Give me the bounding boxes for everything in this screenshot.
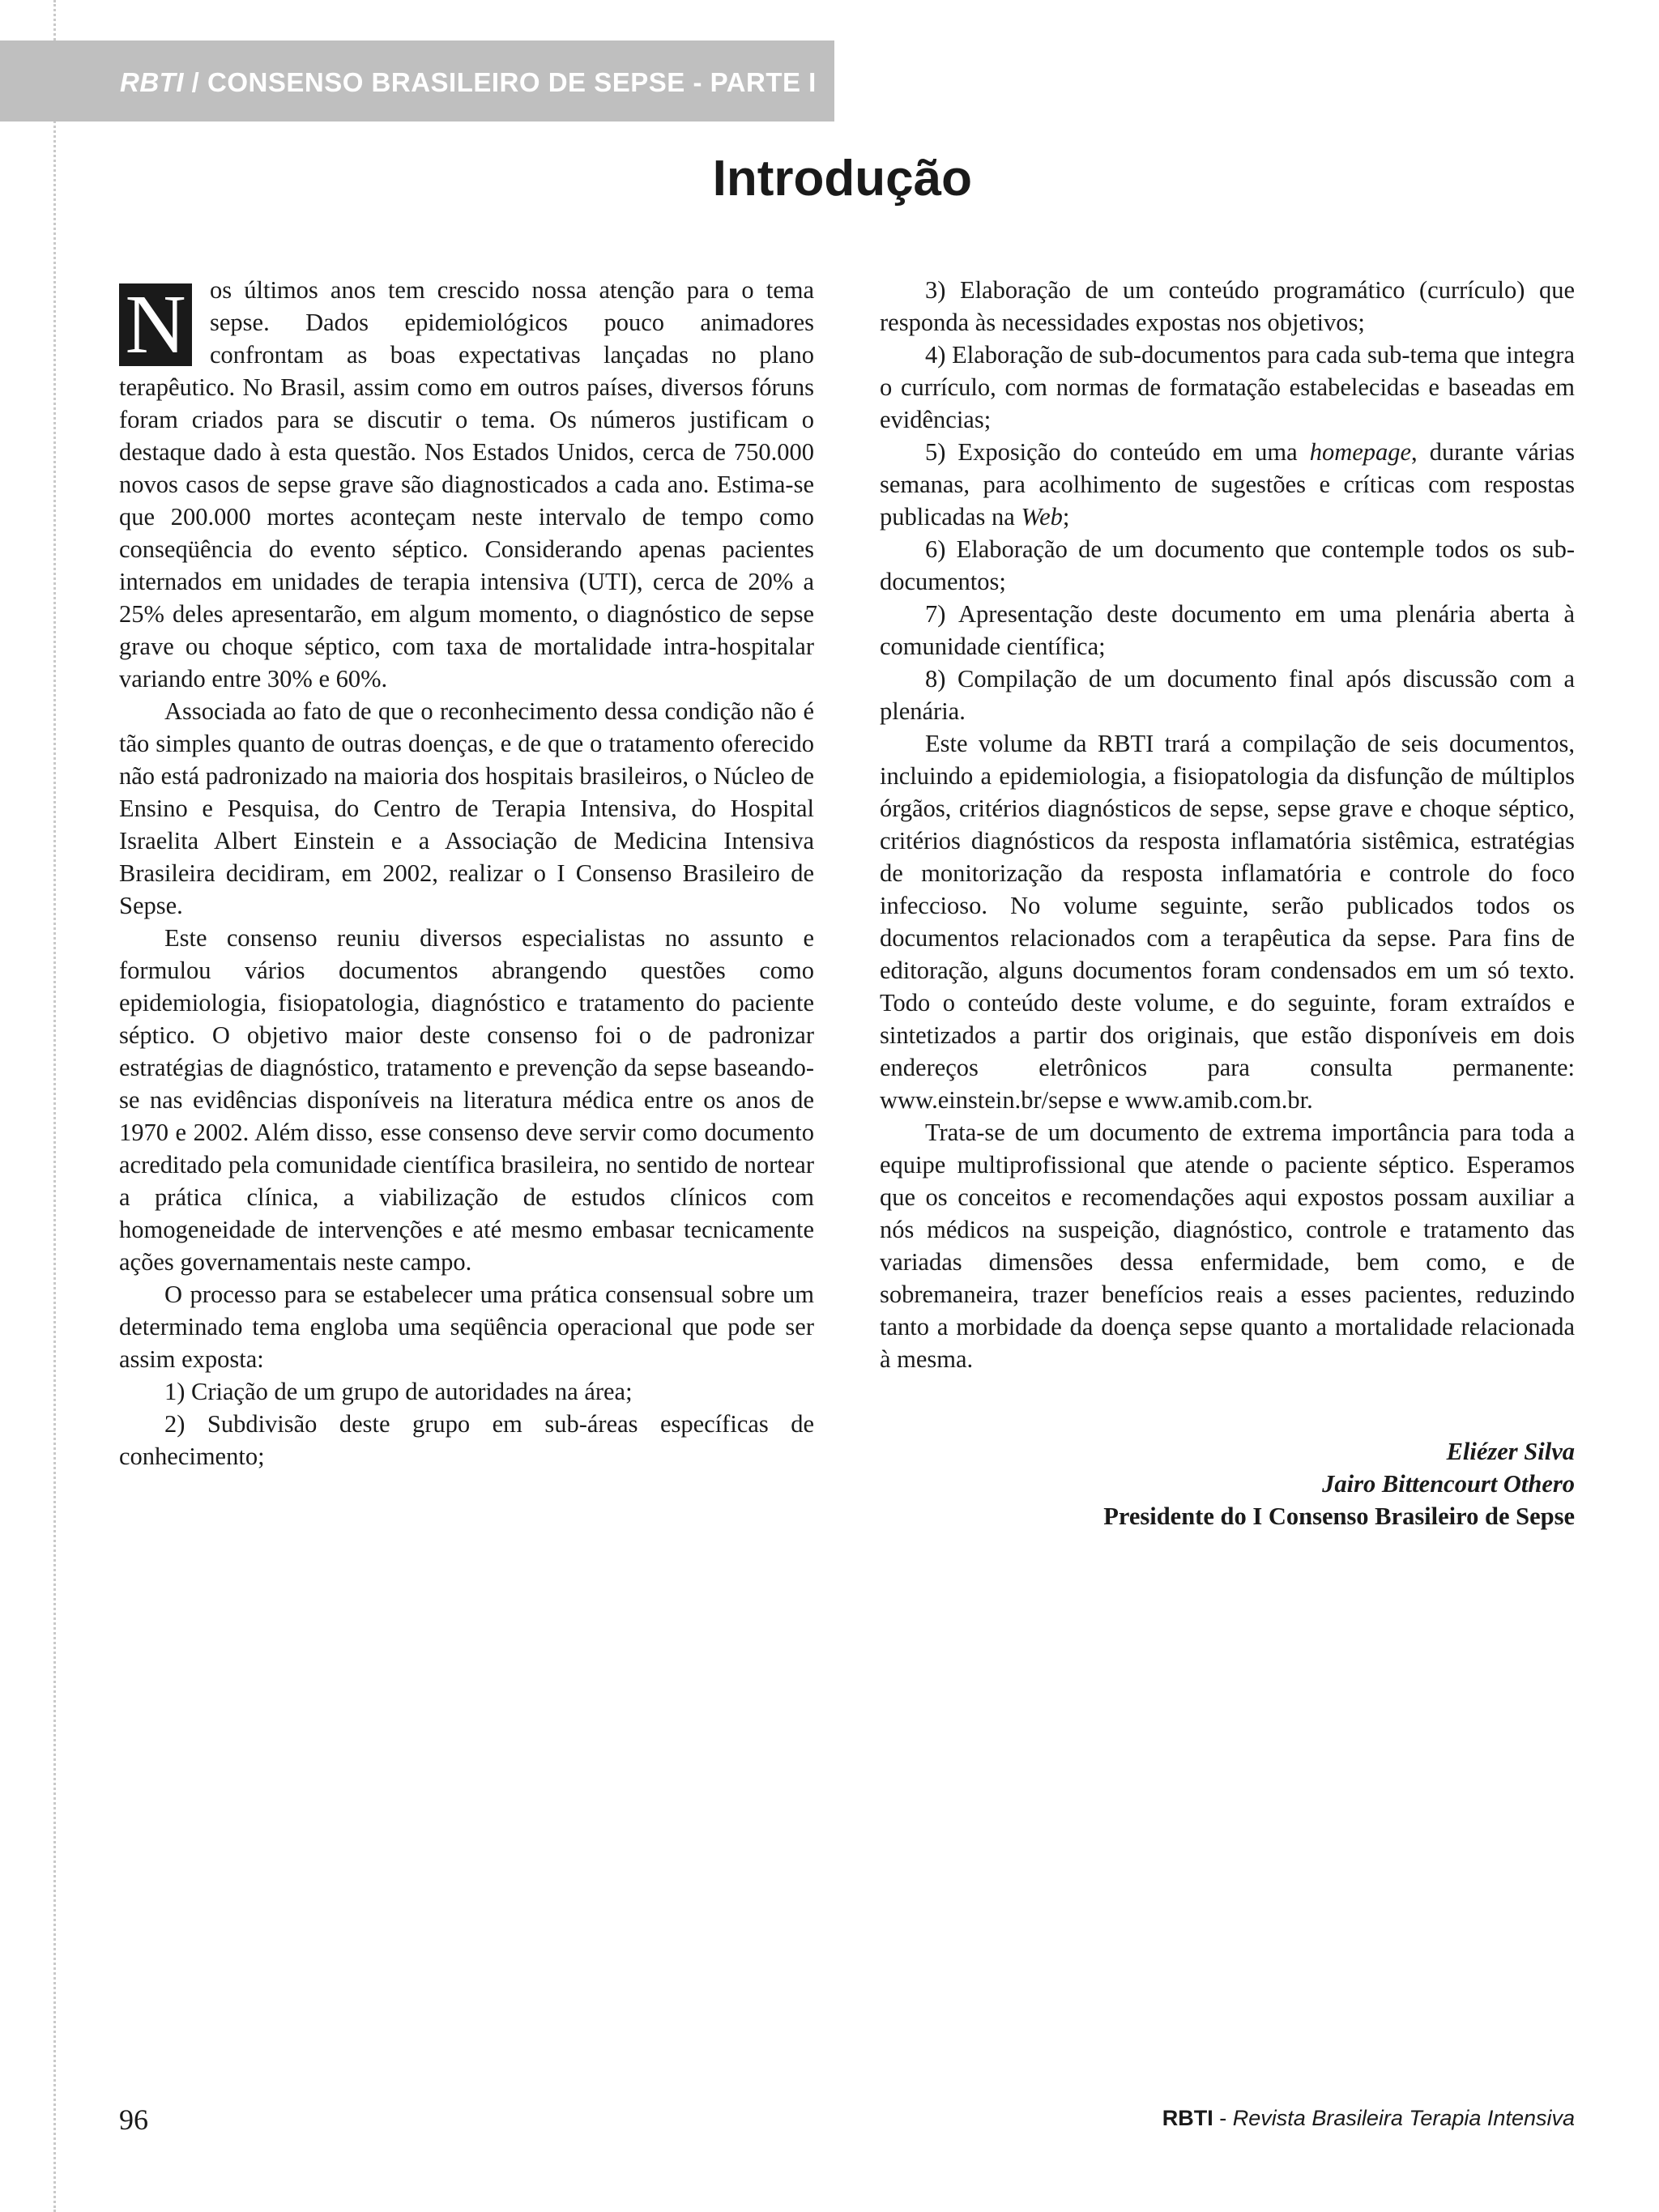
list-item-5-part-c: ; xyxy=(1062,503,1070,531)
list-item-5 xyxy=(880,436,1575,533)
running-header xyxy=(120,58,817,107)
list-item-5-homepage: homepage xyxy=(1309,438,1412,466)
list-item-4: 4) Elaboração de sub-documentos para cada sub-tema que integra o currículo, com normas de formatação estabelecidas e baseadas em evidências; xyxy=(880,341,1575,433)
list-item-2: 2) Subdivisão deste grupo em sub-áreas específicas de conhecimento; xyxy=(119,1410,814,1470)
footer-journal-name: Revista Brasileira Terapia Intensiva xyxy=(1232,2106,1575,2130)
footer-separator: - xyxy=(1213,2106,1233,2130)
paragraph-3: Este consenso reuniu diversos especialistas no assunto e formulou vários documentos abrangendo questões como epidemiologia, fisiopatologia, diagnóstico e tratamento do paciente séptico. O objetivo maior deste consenso foi o de padronizar estratégias de diagnóstico, tratamento e prevenção da sepse baseando-se nas evidências disponíveis na literatura médica entre os anos de 1970 e 2002. Além disso, esse consenso deve servir como documento acreditado pela comunidade científica brasileira, no sentido de nortear a prática clínica, a viabilização de estudos clínicos com homogeneidade de intervenções e até mesmo embasar tecnicamente ações governamentais neste campo. xyxy=(119,924,814,1276)
list-item-5-web: Web xyxy=(1021,503,1063,531)
author-2: Jairo Bittencourt Othero xyxy=(1322,1470,1575,1498)
page-number: 96 xyxy=(119,2103,148,2136)
right-column xyxy=(880,274,1575,1375)
signature-block xyxy=(880,1435,1575,1532)
left-column xyxy=(119,274,814,1473)
header-section-title: / CONSENSO BRASILEIRO DE SEPSE - PARTE I xyxy=(191,67,817,97)
footer-journal xyxy=(1162,2106,1575,2131)
paragraph-4: O processo para se estabelecer uma prática consensual sobre um determinado tema engloba uma seqüência operacional que pode ser assim exposta: xyxy=(119,1281,814,1373)
author-1: Eliézer Silva xyxy=(1446,1438,1575,1465)
article-title: Introdução xyxy=(712,151,972,207)
paragraph-5: Este volume da RBTI trará a compilação de seis documentos, incluindo a epidemiologia, a fisiopatologia da disfunção de múltiplos órgãos, critérios diagnósticos de sepse, sepse grave e choque séptico, critérios diagnósticos da resposta inflamatória sistêmica, estratégias de monitorização da resposta inflamatória e controle do foco infeccioso. No volume seguinte, serão publicados todos os documentos relacionados com a terapêutica da sepse. Para fins de editoração, alguns documentos foram condensados em um só texto. Todo o conteúdo deste volume, e do seguinte, foram extraídos e sintetizados a partir dos originais, que estão disponíveis em dois endereços eletrônicos para consulta permanente: www.einstein.br/sepse e www.amib.com.br. xyxy=(880,730,1575,1114)
author-role: Presidente do I Consenso Brasileiro de Sepse xyxy=(1103,1502,1575,1530)
list-item-5-part-a: 5) Exposição do conteúdo em uma xyxy=(925,438,1310,466)
intro-paragraph-text: os últimos anos tem crescido nossa atenção para o tema sepse. Dados epidemiológicos pouco animadores confrontam as boas expectativas lançadas no plano terapêutico. No Brasil, assim como em outros países, diversos fóruns foram criados para se discutir o tema. Os números justificam o destaque dado à esta questão. Nos Estados Unidos, cerca de 750.000 novos casos de sepse grave são diagnosticados a cada ano. Estima-se que 200.000 mortes aconteçam neste intervalo de tempo como conseqüência do evento séptico. Considerando apenas pacientes internados em unidades de terapia intensiva (UTI), cerca de 20% a 25% deles apresentarão, em algum momento, o diagnóstico de sepse grave ou choque séptico, com taxa de mortalidade intra-hospitalar variando entre 30% e 60%. xyxy=(119,276,814,693)
list-item-8: 8) Compilação de um documento final após discussão com a plenária. xyxy=(880,665,1575,725)
footer-journal-abbr: RBTI xyxy=(1162,2106,1213,2130)
list-item-6: 6) Elaboração de um documento que contemple todos os sub-documentos; xyxy=(880,535,1575,595)
paragraph-2: Associada ao fato de que o reconhecimento dessa condição não é tão simples quanto de outras doenças, e de que o tratamento oferecido não está padronizado na maioria dos hospitais brasileiros, o Núcleo de Ensino e Pesquisa, do Centro de Terapia Intensiva, do Hospital Israelita Albert Einstein e a Associação de Medicina Intensiva Brasileira decidiram, em 2002, realizar o I Consenso Brasileiro de Sepse. xyxy=(119,697,814,919)
paragraph-6: Trata-se de um documento de extrema importância para toda a equipe multiprofissional que atende o paciente séptico. Esperamos que os conceitos e recomendações aqui expostos possam auxiliar a nós médicos na suspeição, diagnóstico, controle e tratamento das variadas dimensões dessa enfermidade, bem como, e de sobremaneira, trazer benefícios reais a esses pacientes, reduzindo tanto a morbidade da doença sepse quanto a mortalidade relacionada à mesma. xyxy=(880,1119,1575,1373)
header-journal-abbr: RBTI xyxy=(120,67,184,97)
dropcap: N xyxy=(119,283,192,366)
margin-dotted-line xyxy=(53,0,56,2212)
intro-paragraph xyxy=(119,274,814,695)
list-item-3: 3) Elaboração de um conteúdo programático (currículo) que responda às necessidades expostas nos objetivos; xyxy=(880,276,1575,336)
list-item-1: 1) Criação de um grupo de autoridades na área; xyxy=(164,1378,633,1405)
list-item-5-part-b: , durante várias semanas, para acolhimento de sugestões e críticas com respostas publicadas na xyxy=(880,438,1576,531)
list-item-7: 7) Apresentação deste documento em uma plenária aberta à comunidade científica; xyxy=(880,600,1575,660)
